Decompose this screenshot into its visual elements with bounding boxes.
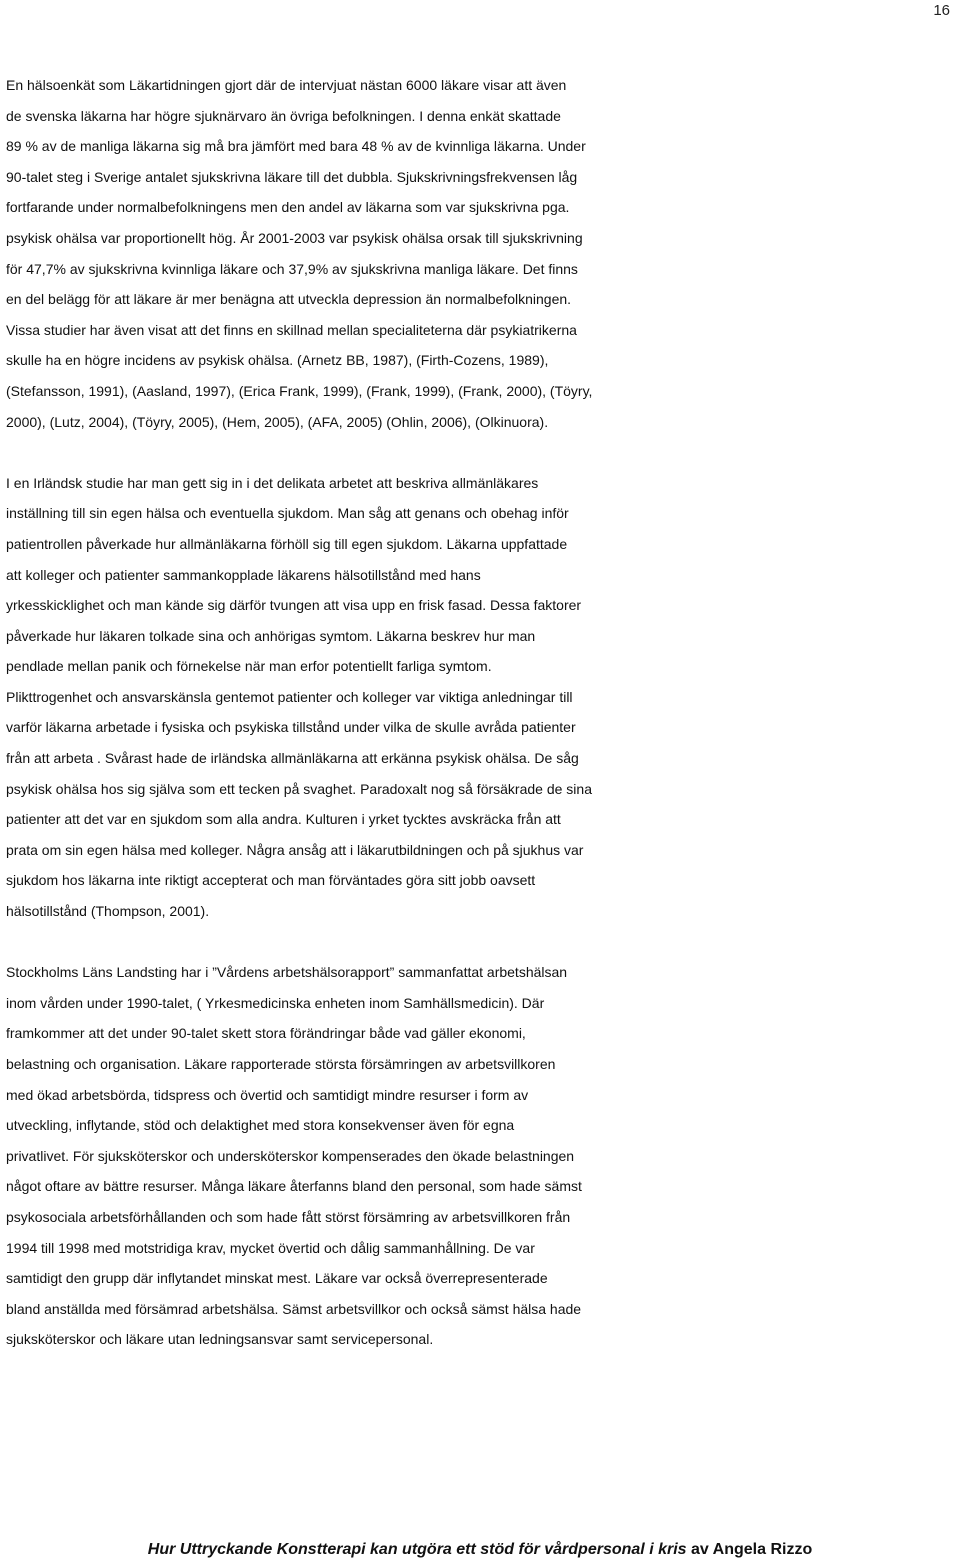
text-line: inställning till sin egen hälsa och eventuella sjukdom. Man såg att genans och obehag inför — [6, 505, 569, 522]
text-line: patienter att det var en sjukdom som alla andra. Kulturen i yrket tycktes avskräcka från att — [6, 811, 561, 828]
text-line: sjuksköterskor och läkare utan ledningsansvar samt servicepersonal. — [6, 1331, 434, 1348]
text-line: framkommer att det under 90-talet skett stora förändringar både vad gäller ekonomi, — [6, 1025, 526, 1042]
text-line: inom vården under 1990-talet, ( Yrkesmedicinska enheten inom Samhällsmedicin). Där — [6, 994, 545, 1011]
text-line: påverkade hur läkaren tolkade sina och anhörigas symtom. Läkarna beskrev hur man — [6, 627, 536, 644]
text-line: något oftare av bättre resurser. Många läkare återfanns bland den personal, som hade sämst — [6, 1178, 582, 1195]
text-line: I en Irländsk studie har man gett sig in i det delikata arbetet att beskriva allmänläkares — [6, 474, 539, 491]
text-line: för 47,7% av sjukskrivna kvinnliga läkare och 37,9% av sjukskrivna manliga läkare. Det finns — [6, 260, 578, 277]
paragraph-gap — [6, 437, 960, 468]
text-line: att kolleger och patienter sammankopplade läkarens hälsotillstånd med hans — [6, 566, 481, 583]
footer-author: av Angela Rizzo — [691, 1541, 813, 1558]
text-line: 2000), (Lutz, 2004), (Töyry, 2005), (Hem, 2005), (AFA, 2005) (Ohlin, 2006), (Olkinuora). — [6, 413, 549, 430]
text-line: sjukdom hos läkarna inte riktigt accepterat och man förväntades göra sitt jobb oavsett — [6, 872, 536, 889]
paragraph-3 — [6, 957, 960, 1355]
text-line: fortfarande under normalbefolkningens men den andel av läkarna som var sjukskrivna pga. — [6, 199, 570, 216]
text-line: Stockholms Läns Landsting har i ”Vårdens arbetshälsorapport” sammanfattat arbetshälsan — [6, 964, 568, 981]
text-line: hälsotillstånd (Thompson, 2001). — [6, 903, 210, 920]
paragraph-2 — [6, 468, 960, 927]
text-line: 90-talet steg i Sverige antalet sjukskrivna läkare till det dubbla. Sjukskrivningsfrekvensen låg — [6, 168, 578, 185]
text-line: (Stefansson, 1991), (Aasland, 1997), (Erica Frank, 1999), (Frank, 1999), (Frank, 2000), (Töyry, — [6, 382, 593, 399]
text-line: Plikttrogenhet och ansvarskänsla gentemot patienter och kolleger var viktiga anledningar till — [6, 688, 573, 705]
text-line: psykisk ohälsa hos sig själva som ett tecken på svaghet. Paradoxalt nog så försäkrade de sina — [6, 780, 592, 797]
text-line: prata om sin egen hälsa med kolleger. Några ansåg att i läkarutbildningen och på sjukhus var — [6, 841, 584, 858]
text-line: psykisk ohälsa var proportionellt hög. År 2001-2003 var psykisk ohälsa orsak till sjukskrivning — [6, 229, 583, 246]
body-text — [6, 70, 960, 1355]
text-line: de svenska läkarna har högre sjuknärvaro än övriga befolkningen. I denna enkät skattade — [6, 107, 561, 124]
text-line: En hälsoenkät som Läkartidningen gjort där de intervjuat nästan 6000 läkare visar att även — [6, 77, 567, 93]
text-line: samtidigt den grupp där inflytandet minskat mest. Läkare var också överrepresenterade — [6, 1270, 548, 1287]
text-line: 1994 till 1998 med motstridiga krav, mycket övertid och dålig sammanhållning. De var — [6, 1239, 535, 1256]
text-line: en del belägg för att läkare är mer benägna att utveckla depression än normalbefolkningen. — [6, 291, 572, 308]
text-line: privatlivet. För sjuksköterskor och undersköterskor kompenserades den ökade belastningen — [6, 1147, 575, 1164]
text-line: Vissa studier har även visat att det finns en skillnad mellan specialiteterna där psykiatrikerna — [6, 321, 577, 338]
text-line: utveckling, inflytande, stöd och delaktighet med stora konsekvenser även för egna — [6, 1117, 515, 1134]
page-number: 16 — [933, 2, 950, 19]
text-line: patientrollen påverkade hur allmänläkarna förhöll sig till egen sjukdom. Läkarna uppfattade — [6, 535, 568, 552]
text-line: psykosociala arbetsförhållanden och som hade fått störst försämring av arbetsvillkoren från — [6, 1208, 571, 1225]
footer-title: Hur Uttryckande Konstterapi kan utgöra ett stöd för vårdpersonal i kris — [147, 1541, 687, 1558]
text-line: 89 % av de manliga läkarna sig må bra jämfört med bara 48 % av de kvinnliga läkarna. Under — [6, 138, 586, 155]
paragraph-1 — [6, 70, 960, 437]
text-line: skulle ha en högre incidens av psykisk ohälsa. (Arnetz BB, 1987), (Firth-Cozens, 1989), — [6, 352, 549, 369]
paragraph-gap — [6, 927, 960, 958]
text-line: belastning och organisation. Läkare rapporterade största försämringen av arbetsvillkoren — [6, 1056, 556, 1072]
text-line: yrkesskicklighet och man kände sig därför tvungen att visa upp en frisk fasad. Dessa faktorer — [6, 597, 582, 614]
text-line: varför läkarna arbetade i fysiska och psykiska tillstånd under vilka de skulle avråda patienter — [6, 719, 576, 736]
text-line: pendlade mellan panik och förnekelse när man erfor potentiellt farliga symtom. — [6, 658, 492, 675]
text-line: med ökad arbetsbörda, tidspress och övertid och samtidigt mindre resurser i form av — [6, 1086, 529, 1103]
text-line: bland anställda med försämrad arbetshälsa. Sämst arbetsvillkor och också sämst hälsa hade — [6, 1300, 582, 1317]
page-footer — [0, 1540, 960, 1560]
text-line: från att arbeta . Svårast hade de irländska allmänläkarna att erkänna psykisk ohälsa. De såg — [6, 750, 579, 767]
